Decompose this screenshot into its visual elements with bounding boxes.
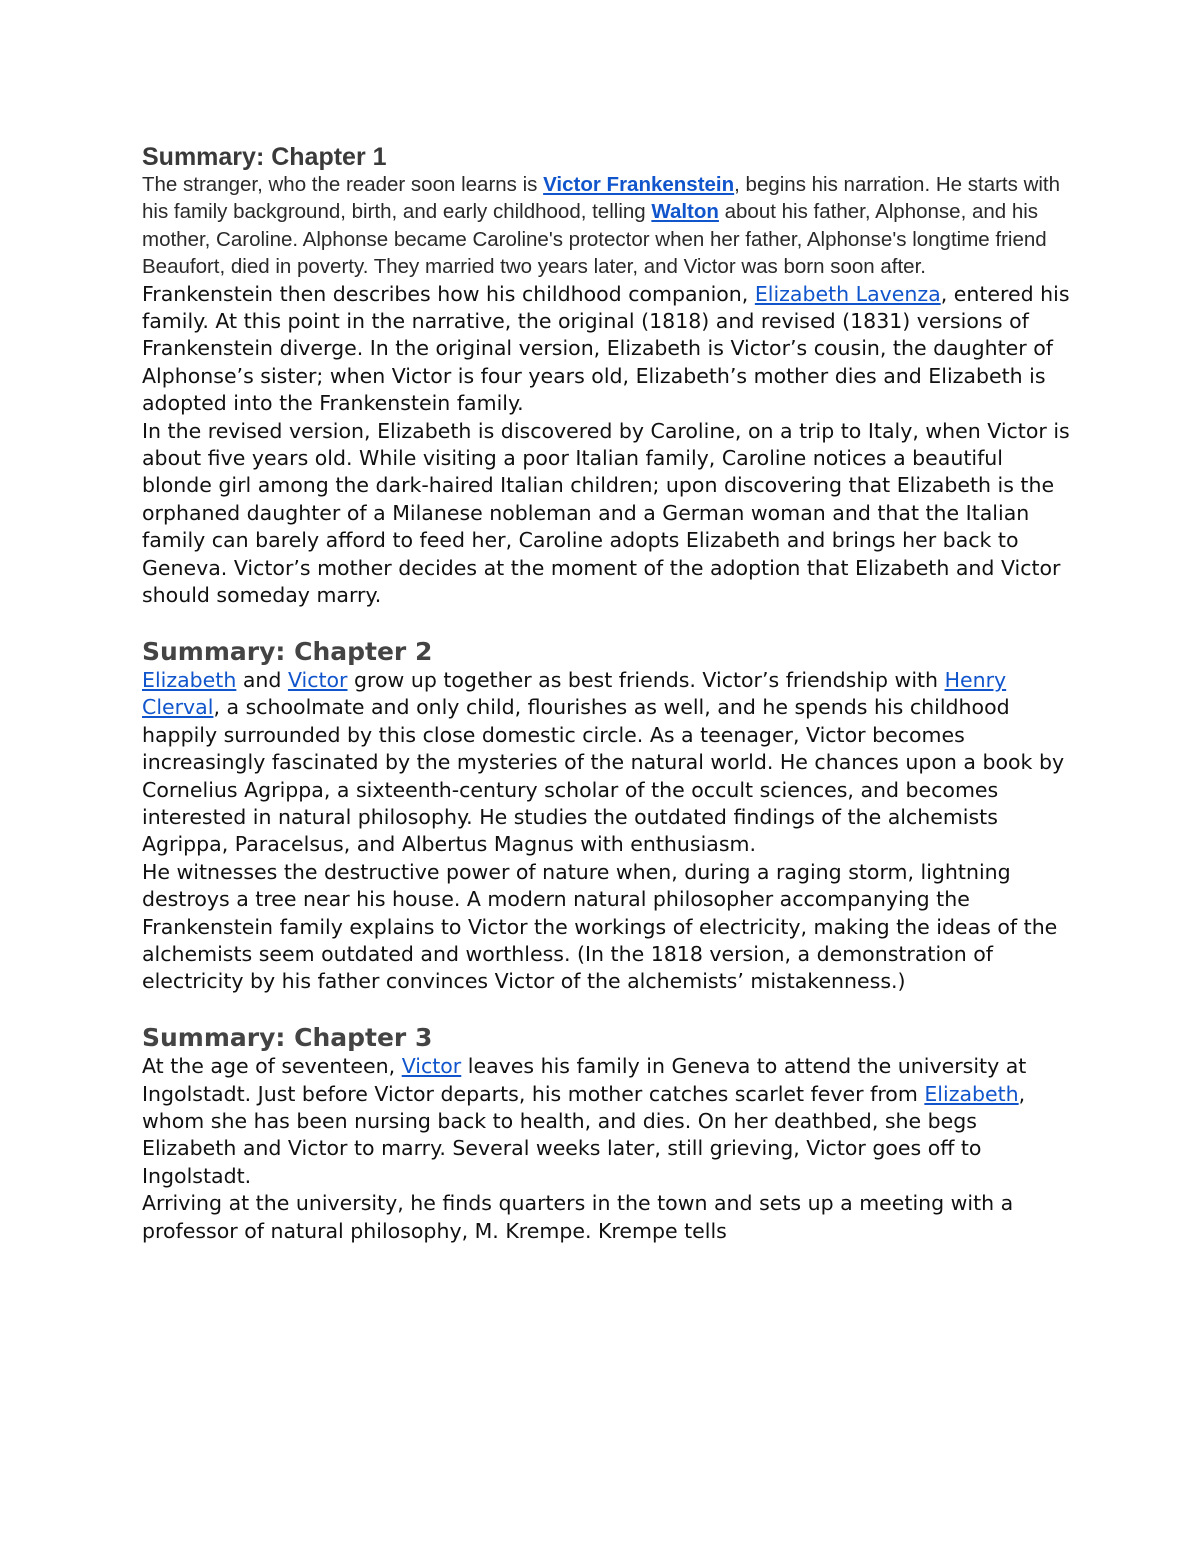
text-run: grow up together as best friends. Victor’s friendship with: [347, 667, 945, 692]
chapter-1-paragraph-3: In the revised version, Elizabeth is discovered by Caroline, on a trip to Italy, when Victor is about five years old. While visiting a poor Italian family, Caroline notices a beautiful blonde girl among the dark-haired Italian children; upon discovering that Elizabeth is the orphaned daughter of a Milanese nobleman and a German woman and that the Italian family can barely afford to feed her, Caroline adopts Elizabeth and brings her back to Geneva. Victor’s mother decides at the moment of the adoption that Elizabeth and Victor should someday marry.: [142, 418, 1070, 608]
chapter-2-paragraph-2: He witnesses the destructive power of nature when, during a raging storm, lightning destroys a tree near his house. A modern natural philosopher accompanying the Frankenstein family explains to Victor the workings of electricity, making the ideas of the alchemists seem outdated and worthless. (In the 1818 version, a demonstration of electricity by his father convinces Victor of the alchemists’ mistakenness.): [142, 859, 1058, 994]
text-run: , whom she has been nursing back to health, and dies. On her deathbed, she begs Elizabeth and Victor to marry. Several weeks later, still grieving, Victor goes off to Ingolstadt.: [142, 1081, 1026, 1188]
text-run: about his father, Alphonse, and his mother, Caroline. Alphonse became Caroline's protector when her father, Alphonse's longtime friend Beaufort, died in poverty. They married two years later, and Victor was born soon after.: [142, 200, 1047, 279]
chapter-1-paragraph-2: [142, 281, 1072, 418]
text-run: leaves his family in Geneva to attend the university at Ingolstadt. Just before Victor departs, his mother catches scarlet fever from: [142, 1054, 1027, 1106]
chapter-3-heading: Summary: Chapter 3: [142, 1023, 433, 1053]
link-victor[interactable]: Victor: [401, 1054, 462, 1079]
text-run: , a schoolmate and only child, flourishes as well, and he spends his childhood happily surrounded by this close domestic circle. As a teenager, Victor becomes increasingly fascinated by the mysteries of the natural world. He chances upon a book by Cornelius Agrippa, a sixteenth-century scholar of the occult sciences, and becomes interested in natural philosophy. He studies the outdated findings of the alchemists Agrippa, Paracelsus, and Albertus Magnus with enthusiasm.: [142, 695, 1065, 857]
document-page: [142, 143, 1072, 1245]
chapter-1-heading: Summary: Chapter 1: [142, 143, 387, 171]
text-run: At the age of seventeen,: [142, 1054, 402, 1079]
text-run: , begins his narration. He starts with his family background, birth, and early childhood, telling: [142, 173, 1061, 224]
link-henry-clerval[interactable]: Henry Clerval: [142, 667, 1007, 720]
text-run: and: [236, 667, 288, 692]
link-elizabeth-lavenza[interactable]: Elizabeth Lavenza: [754, 281, 941, 306]
chapter-1-paragraph-1: [142, 171, 1072, 281]
link-victor-frankenstein[interactable]: Victor Frankenstein: [543, 173, 735, 196]
chapter-3-paragraph-2: Arriving at the university, he finds quarters in the town and sets up a meeting with a professor of natural philosophy, M. Krempe. Krempe tells: [142, 1191, 1014, 1243]
text-run: , entered his family. At this point in the narrative, the original (1818) and revised (1831) versions of Frankenstein diverge. In the original version, Elizabeth is Victor’s cousin, the daughter of Alphonse’s sister; when Victor is four years old, Elizabeth’s mother dies and Elizabeth is adopted into the Frankenstein family.: [142, 281, 1070, 416]
spacer: [142, 610, 1072, 637]
chapter-3-paragraph-1: [142, 1053, 1072, 1190]
chapter-2-heading: Summary: Chapter 2: [142, 636, 433, 666]
chapter-2-paragraph-1: [142, 667, 1072, 859]
link-victor[interactable]: Victor: [287, 667, 348, 692]
spacer: [142, 996, 1072, 1023]
link-elizabeth[interactable]: Elizabeth: [142, 667, 237, 692]
link-walton[interactable]: Walton: [651, 200, 719, 224]
link-elizabeth[interactable]: Elizabeth: [924, 1081, 1019, 1106]
text-run: The stranger, who the reader soon learns is: [142, 173, 544, 196]
text-run: Frankenstein then describes how his childhood companion,: [142, 281, 755, 306]
